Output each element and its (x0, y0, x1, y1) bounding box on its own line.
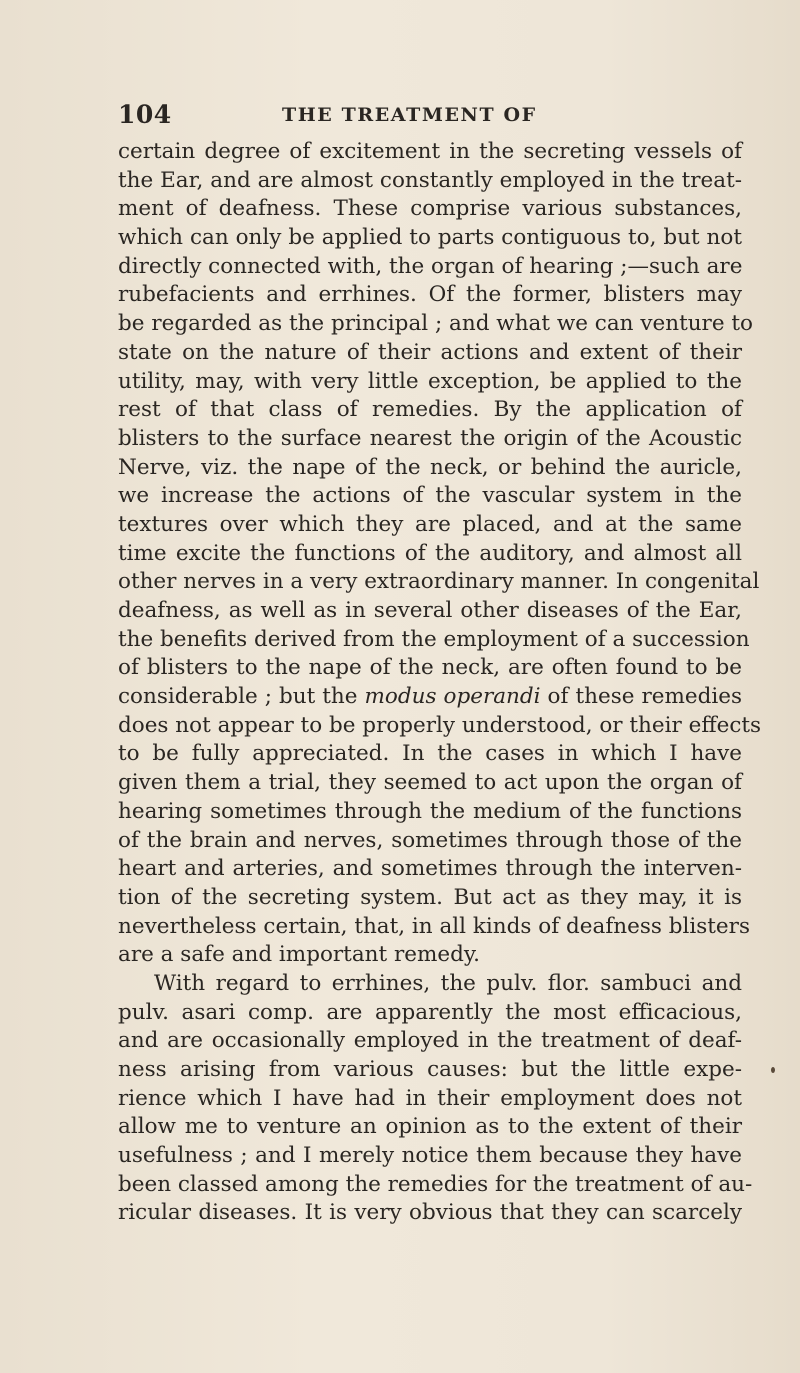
text-line: blisters to the surface nearest the origin of the Acoustic (118, 425, 742, 451)
running-title: THE TREATMENT OF (282, 104, 537, 126)
text-line: other nerves in a very extraordinary manner. In congenital (118, 569, 760, 595)
italic-phrase: modus operandi (364, 684, 541, 710)
text-line: been classed among the remedies for the treatment of au- (118, 1171, 753, 1197)
text-line: utility, may, with very little exception, be applied to the (118, 368, 742, 394)
text-line: state on the nature of their actions and extent of their (118, 339, 742, 365)
text-line: directly connected with, the organ of hearing ;—such are (118, 253, 743, 279)
text-line: given them a trial, they seemed to act upon the organ of (118, 770, 742, 796)
text-line: hearing sometimes through the medium of the functions (118, 798, 742, 824)
text-line: Nerve, viz. the nape of the neck, or behind the auricle, (118, 454, 742, 480)
running-head (118, 100, 738, 134)
text-line: certain degree of excitement in the secreting vessels of (118, 139, 742, 164)
text-line: rience which I have had in their employment does not (118, 1085, 742, 1111)
text-line: tion of the secreting system. But act as they may, it is (118, 884, 742, 910)
text-line: deafness, as well as in several other diseases of the Ear, (118, 598, 742, 623)
text-segment: of these remedies (540, 684, 742, 710)
text-line: heart and arteries, and sometimes through the interven- (118, 856, 742, 882)
text-line: pulv. asari comp. are apparently the most efficacious, (118, 999, 742, 1025)
ink-speck (771, 1067, 775, 1073)
text-line (118, 683, 742, 712)
text-line: of blisters to the nape of the neck, are often found to be (118, 655, 742, 681)
text-line: ricular diseases. It is very obvious that they can scarcely (118, 1200, 742, 1226)
text-line: to be fully appreciated. In the cases in which I have (118, 741, 742, 767)
text-line: allow me to venture an opinion as to the extent of their (118, 1114, 742, 1140)
text-line: usefulness ; and I merely notice them because they have (118, 1143, 742, 1169)
body-text (118, 138, 762, 1228)
text-line: rest of that class of remedies. By the application of (118, 397, 742, 423)
text-line: ness arising from various causes: but the little expe- (118, 1057, 742, 1082)
text-line: time excite the functions of the auditory, and almost all (118, 540, 742, 566)
page-number: 104 (118, 100, 172, 129)
text-line: ment of deafness. These comprise various substances, (118, 196, 742, 222)
text-line: nevertheless certain, that, in all kinds of deafness blisters (118, 913, 750, 939)
text-line: the Ear, and are almost constantly employed in the treat- (118, 167, 742, 193)
text-line: does not appear to be properly understood, or their effects (118, 712, 762, 738)
text-line: the benefits derived from the employment of a succession (118, 626, 750, 652)
text-line: we increase the actions of the vascular system in the (118, 483, 742, 509)
text-line: which can only be applied to parts contiguous to, but not (118, 225, 742, 251)
paragraph-start-line: With regard to errhines, the pulv. flor. sambuci and (154, 970, 742, 996)
text-segment: considerable ; but the (118, 684, 365, 710)
text-line: of the brain and nerves, sometimes through those of the (118, 827, 742, 853)
text-line: and are occasionally employed in the treatment of deaf- (118, 1028, 742, 1054)
paragraph-end-line: are a safe and important remedy. (118, 942, 480, 968)
text-line: be regarded as the principal ; and what we can venture to (118, 311, 753, 337)
text-line: textures over which they are placed, and at the same (118, 511, 742, 537)
text-line: rubefacients and errhines. Of the former, blisters may (118, 282, 742, 308)
